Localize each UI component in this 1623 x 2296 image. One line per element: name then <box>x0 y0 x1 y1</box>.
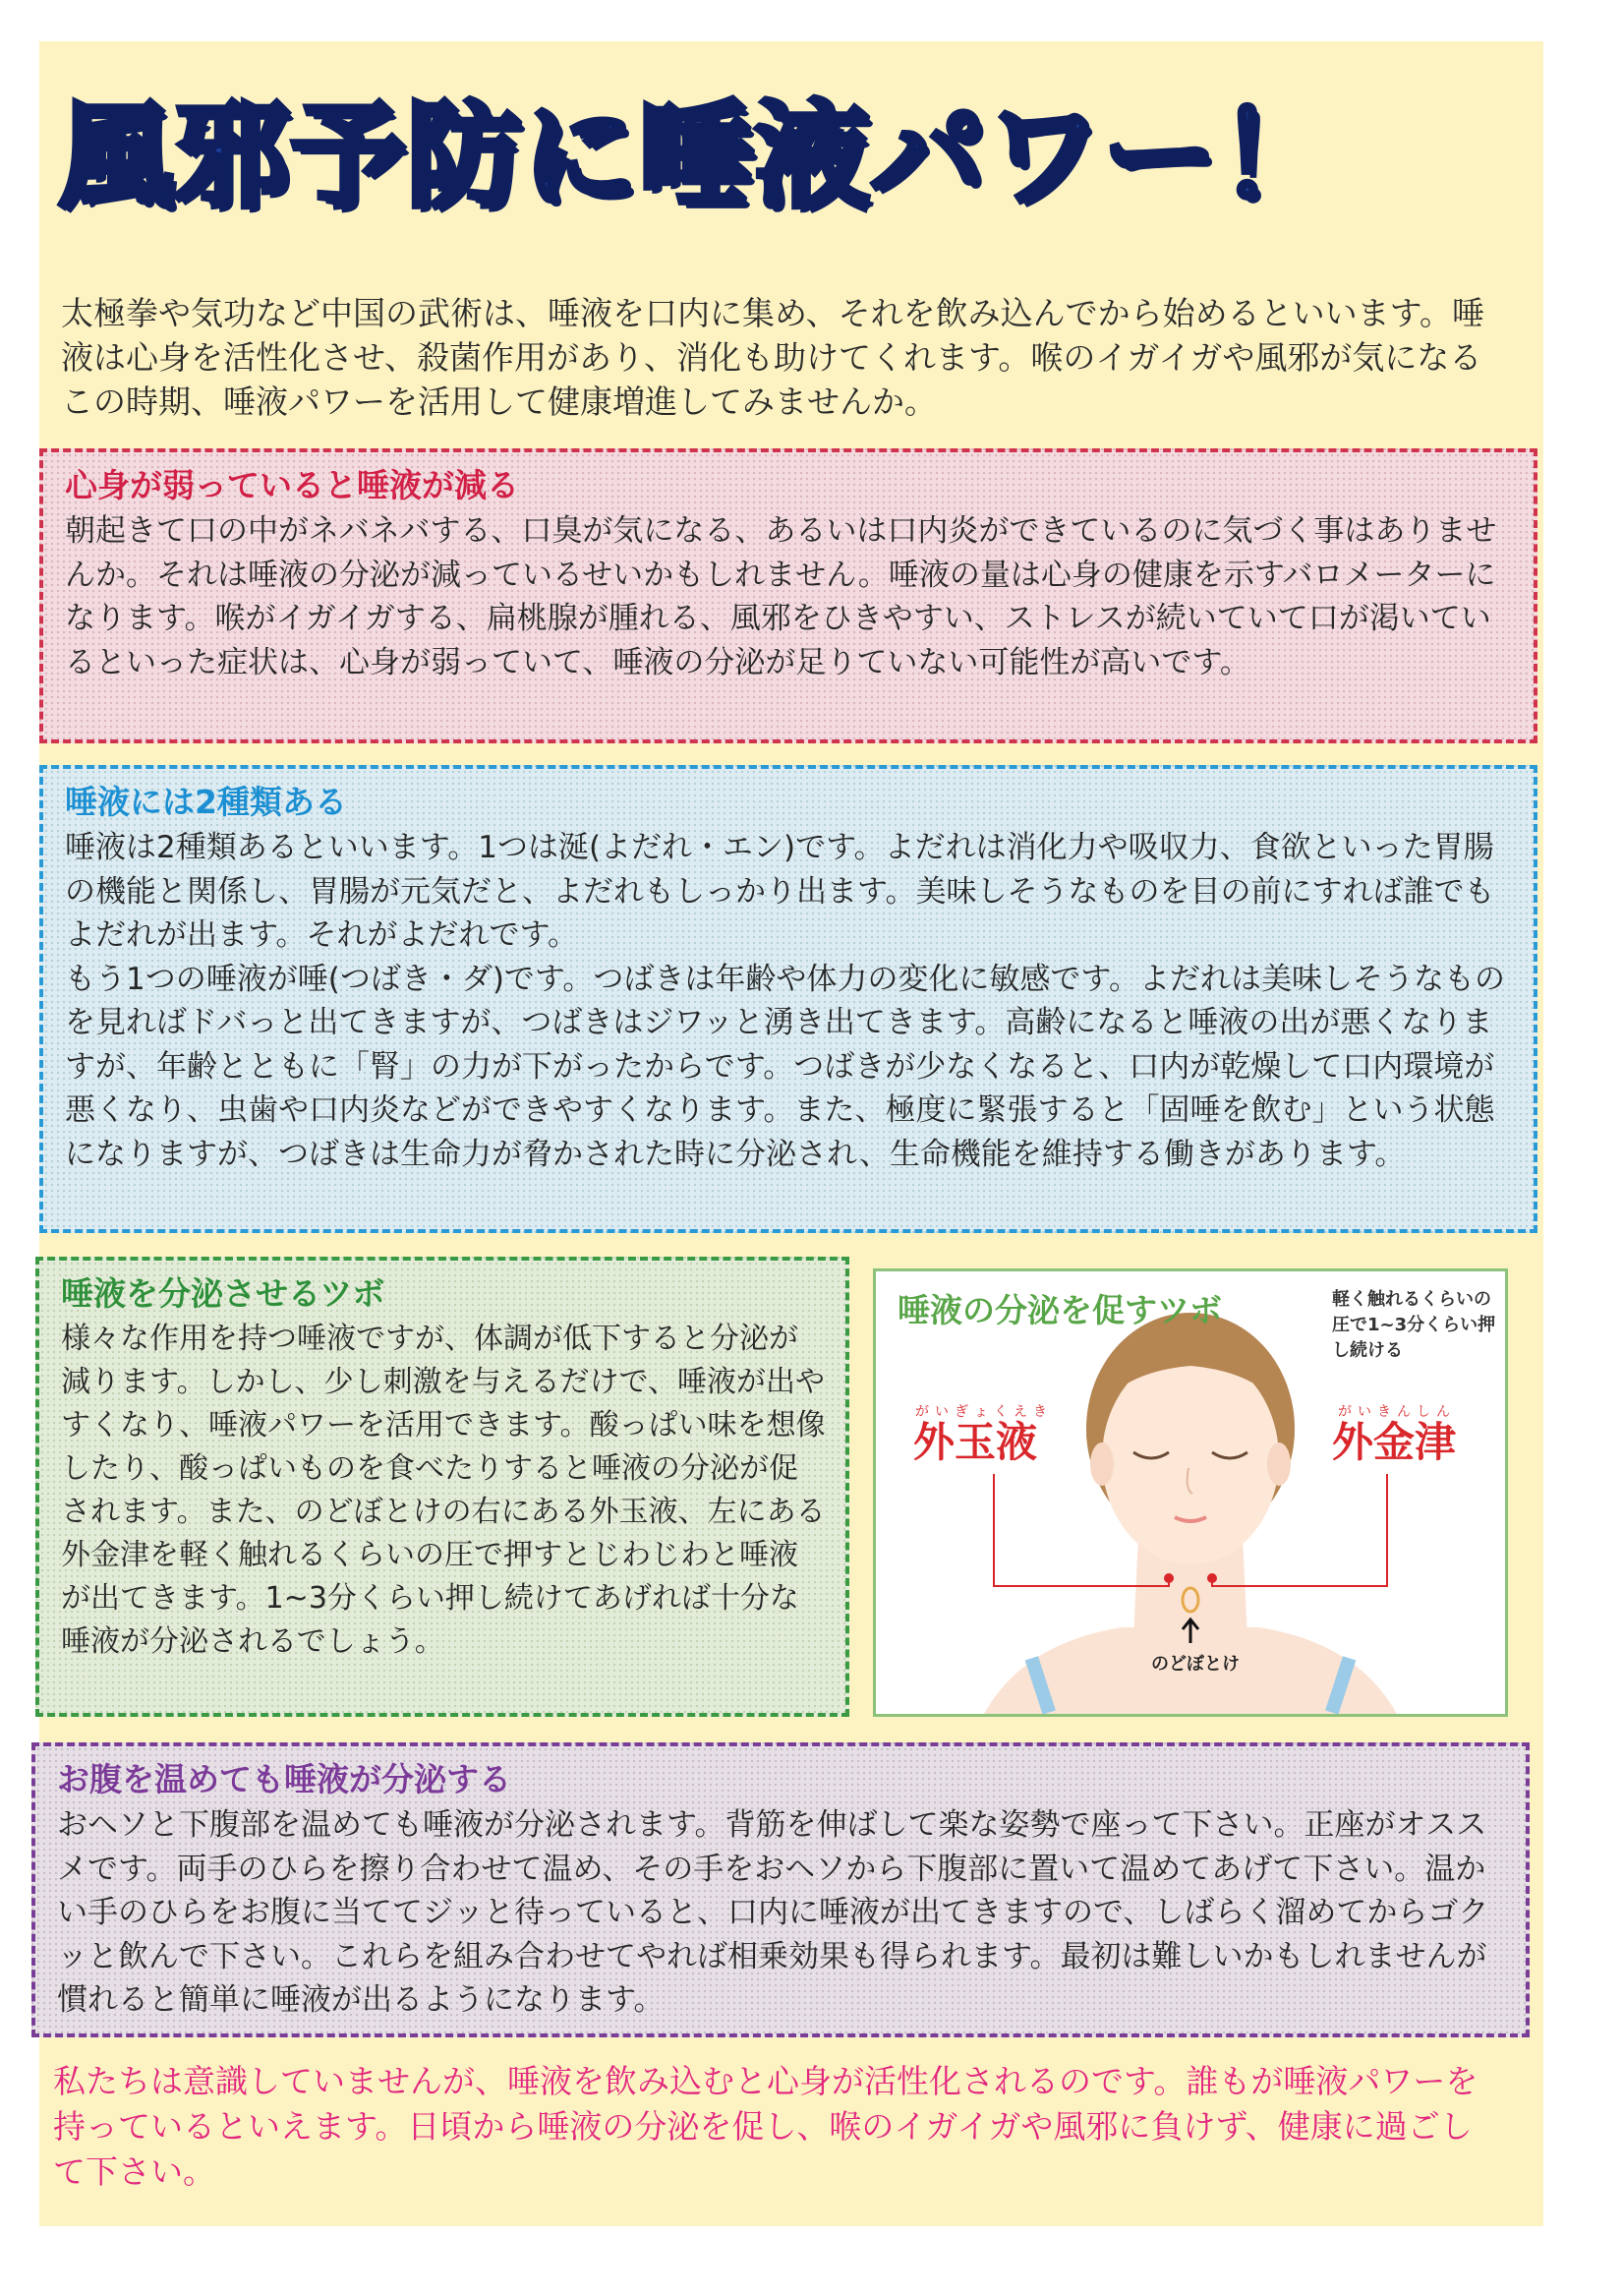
section-heading: 唾液を分泌させるツボ <box>61 1274 385 1313</box>
left-point-ruby: がいぎょくえき <box>915 1404 1053 1420</box>
section-heading: お腹を温めても唾液が分泌する <box>57 1760 511 1798</box>
section-body: おヘソと下腹部を温めても唾液が分泌されます。背筋を伸ばして楽な姿勢で座って下さい。正座がオススメです。両手のひらを擦り合わせて温め、その手をおヘソから下腹部に置いて温めてあげて下さい。温かい手のひらをお腹に当ててジッと待っていると、口内に唾液が出てきますので、しばらく溜めてからゴクッと飲んで下さい。これらを組み合わせてやれば相乗効果も得られます。最初は難しいかもしれませんが慣れると簡単に唾液が出るようになります。 <box>57 1807 1489 2018</box>
section-body: 様々な作用を持つ唾液ですが、体調が低下すると分泌が減ります。しかし、少し刺激を与えるだけで、唾液が出やすくなり、唾液パワーを活用できます。酸っぱい味を想像したり、酸っぱいものを食べたりすると唾液の分泌が促されます。また、のどぼとけの右にある外玉液、左にある外金津を軽く触れるくらいの圧で押すとじわじわと唾液が出てきます。1~3分くらい押し続けてあげれば十分な唾液が分泌されるでしょう。 <box>61 1322 826 1659</box>
page-title: 風邪予防に唾液パワー！ <box>59 90 1335 223</box>
left-point-label: 外玉液 <box>913 1418 1038 1466</box>
pressure-point-illustration <box>873 1268 1508 1717</box>
right-point-ruby: がいきんしん <box>1338 1404 1456 1420</box>
section-pressure-points <box>35 1257 849 1717</box>
section-two-types <box>39 765 1537 1233</box>
illustration-note: 軽く触れるくらいの圧で1~3分くらい押し続ける <box>1332 1289 1496 1361</box>
intro-text: 太極拳や気功など中国の武術は、唾液を口内に集め、それを飲み込んでから始めるといいます。唾液は心身を活性化させ、殺菌作用があり、消化も助けてくれます。喉のイガイガや風邪が気になるこの時期、唾液パワーを活用して健康増進してみませんか。 <box>61 294 1485 421</box>
illustration-title: 唾液の分泌を促すツボ <box>898 1291 1222 1329</box>
section-heading: 心身が弱っていると唾液が減る <box>65 466 519 504</box>
left-ear <box>1090 1442 1114 1486</box>
section-heading: 唾液には2種類ある <box>65 783 347 821</box>
section-body-second: もう1つの唾液が唾(つばき・ダ)です。つばきは年齢や体力の変化に敏感です。よだれは美味しそうなものを見ればドバっと出てきますが、つばきはジワッと湧き出てきます。高齢になると唾液の出が悪くなりますが、年齢とともに「腎」の力が下がったからです。つばきが少なくなると、口内が乾燥して口内環境が悪くなり、虫歯や口内炎などができやすくなります。また、極度に緊張すると「固唾を飲む」という状態になりますが、つばきは生命力が脅かされた時に分泌され、生命機能を維持する働きがあります。 <box>65 961 1505 1172</box>
right-ear <box>1267 1442 1291 1486</box>
section-body: 唾液は2種類あるといいます。1つは涎(よだれ・エン)です。よだれは消化力や吸収力、食欲といった胃腸の機能と関係し、胃腸が元気だと、よだれもしっかり出ます。美味しそうなものを目の前にすれば誰でもよだれが出ます。それがよだれです。 <box>65 830 1495 953</box>
section-body: 朝起きて口の中がネバネバする、口臭が気になる、あるいは口内炎ができているのに気づく事はありませんか。それは唾液の分泌が減っているせいかもしれません。唾液の量は心身の健康を示すバロメーターになります。喉がイガイガする、扁桃腺が腫れる、風邪をひきやすい、ストレスが続いていて口が渇いているといった症状は、心身が弱っていて、唾液の分泌が足りていない可能性が高いです。 <box>65 513 1497 680</box>
face-shape <box>1102 1352 1279 1564</box>
right-point-label: 外金津 <box>1332 1418 1457 1466</box>
section-warm-belly <box>31 1742 1530 2037</box>
closing-text: 私たちは意識していませんが、唾液を飲み込むと心身が活性化されるのです。誰もが唾液パワーを持っているといえます。日頃から唾液の分泌を促し、喉のイガイガや風邪に負けず、健康に過ごして下さい。 <box>53 2062 1478 2191</box>
section-saliva-decrease <box>39 448 1537 743</box>
throat-label: のどぼとけ <box>1151 1654 1240 1675</box>
